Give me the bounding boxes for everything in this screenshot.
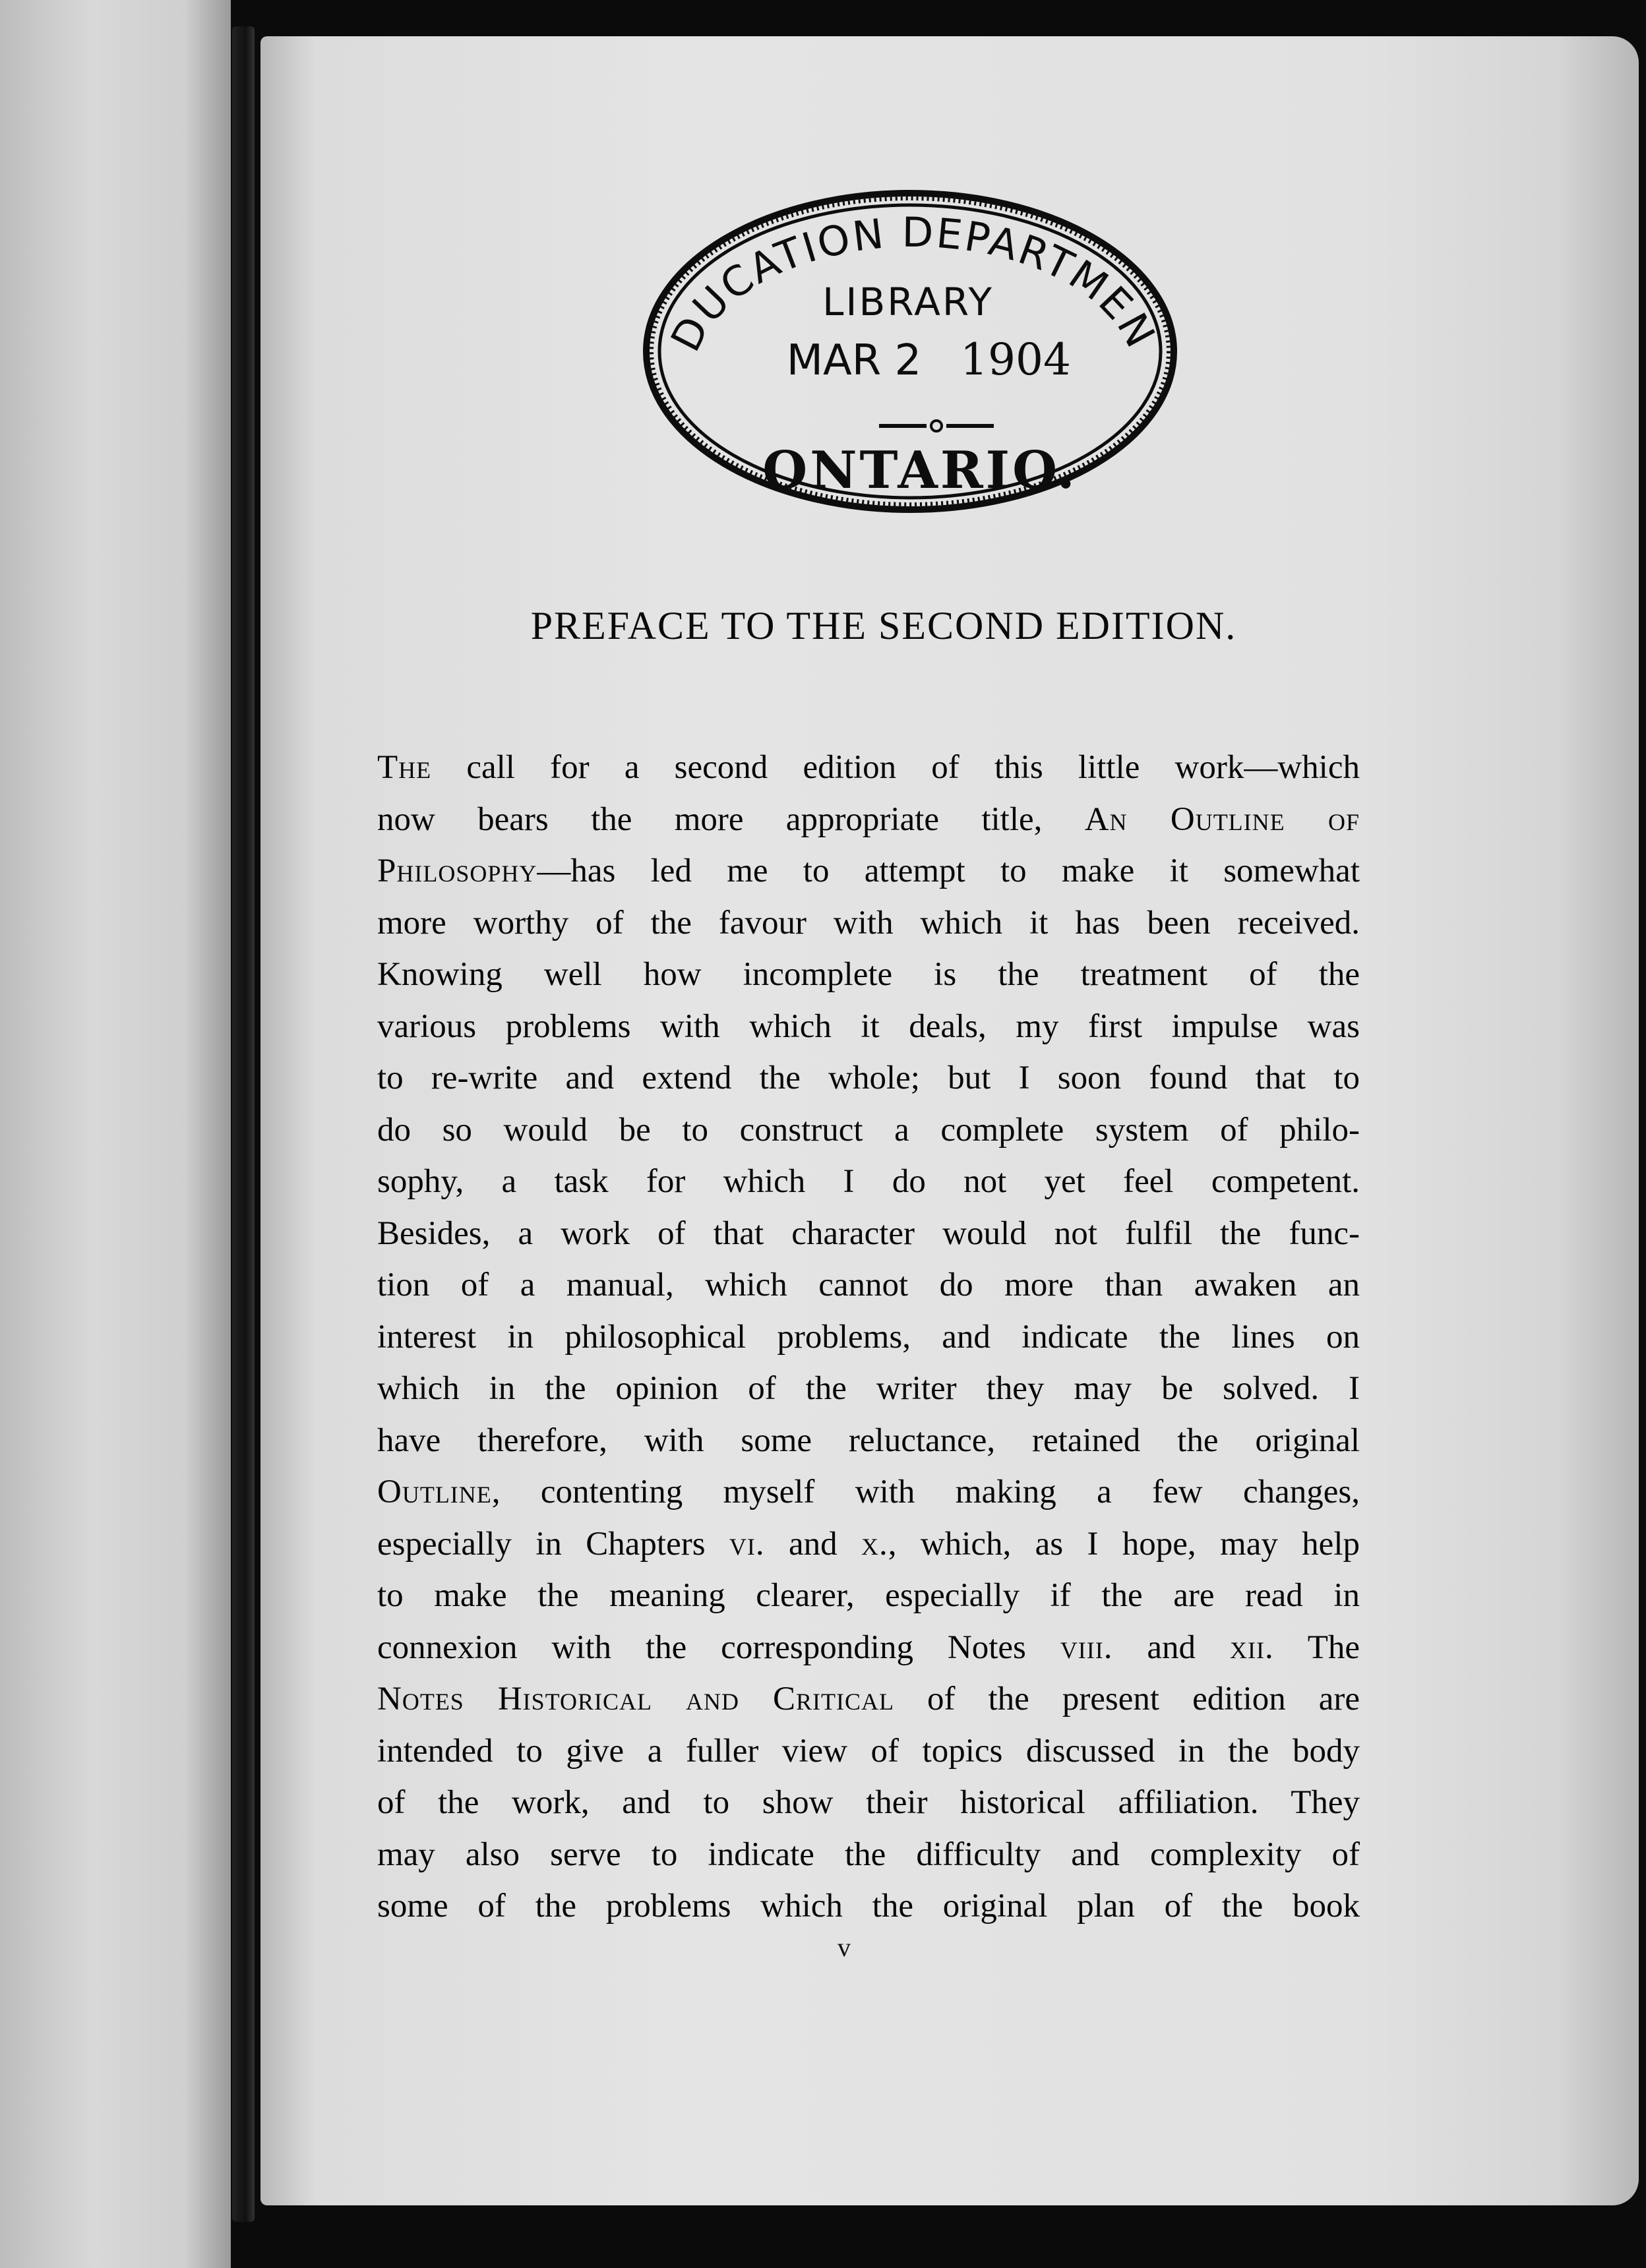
- stamp-year-text: 1904: [960, 334, 1071, 385]
- text-line: [377, 1156, 1360, 1208]
- text-line: [377, 897, 1360, 949]
- text-line: [377, 1259, 1360, 1311]
- text-run: now bears the more appropriate title,: [377, 800, 1085, 838]
- text-run: do so would be to construct a complete system of philo-: [377, 1111, 1360, 1149]
- text-line: [377, 1208, 1360, 1260]
- book-spine: [232, 26, 255, 2222]
- text-run: interest in philosophical problems, and indicate the lines on: [377, 1318, 1360, 1356]
- text-line: [377, 1622, 1360, 1674]
- text-run: to make the meaning clearer, especially if the are read in: [377, 1577, 1360, 1614]
- text-line: [377, 1001, 1360, 1053]
- text-run: call for a second edition of this little work—which: [431, 749, 1360, 786]
- text-run: various problems with which it deals, my first impulse was: [377, 1007, 1360, 1045]
- stamp-province-text: ONTARIO.: [762, 440, 1078, 500]
- text-line: [377, 1777, 1360, 1829]
- text-run: which in the opinion of the writer they may be solved. I: [377, 1370, 1360, 1407]
- text-line: [377, 1829, 1360, 1881]
- text-run: of the work, and to show their historical affiliation. They: [377, 1784, 1360, 1821]
- page-edge-shadow: [1560, 36, 1639, 2205]
- text-line: [377, 1466, 1360, 1518]
- text-run: Outline: [377, 1474, 492, 1510]
- text-line: [377, 794, 1360, 846]
- text-run: sophy, a task for which I do not yet feel competent.: [377, 1163, 1360, 1200]
- text-run: viii.: [1060, 1628, 1113, 1666]
- text-line: [377, 1363, 1360, 1415]
- text-run: —has led me to attempt to make it somewhat: [537, 852, 1360, 889]
- text-run: more worthy of the favour with which it has been received.: [377, 904, 1360, 941]
- text-line: [377, 1104, 1360, 1156]
- stamp-date-text: MAR 2: [786, 336, 922, 385]
- stamp-library-text: LIBRARY: [822, 280, 994, 324]
- text-run: vi.: [729, 1525, 765, 1563]
- text-run: some of the problems which the original plan of the book: [377, 1888, 1360, 1925]
- text-run: and: [1113, 1628, 1230, 1666]
- text-run: Philosophy: [377, 852, 537, 889]
- text-run: x.: [861, 1525, 888, 1563]
- text-line: [377, 1052, 1360, 1104]
- library-stamp: [636, 183, 1184, 513]
- page-number: v: [838, 1932, 851, 1962]
- text-run: An Outline of: [1084, 800, 1360, 838]
- text-run: tion of a manual, which cannot do more than awaken an: [377, 1267, 1360, 1303]
- text-line: [377, 1673, 1360, 1725]
- text-run: The: [1273, 1628, 1360, 1666]
- text-run: , contenting myself with making a few changes,: [491, 1474, 1360, 1510]
- text-line: [377, 1518, 1360, 1570]
- text-run: connexion with the corresponding Notes: [377, 1628, 1060, 1666]
- text-run: , which, as I hope, may help: [888, 1525, 1360, 1563]
- preface-paragraph: [377, 742, 1360, 1932]
- left-cover-board: [0, 0, 231, 2268]
- text-run: especially in Chapters: [377, 1525, 729, 1563]
- text-run: intended to give a fuller view of topics discussed in the body: [377, 1732, 1360, 1770]
- text-run: to re-write and extend the whole; but I soon found that to: [377, 1059, 1360, 1096]
- stamp-arc-text: DUCATION DEPARTMEN: [661, 208, 1166, 359]
- text-line: [377, 1725, 1360, 1777]
- text-line: [377, 742, 1360, 794]
- text-line: [377, 1311, 1360, 1363]
- text-line: [377, 1415, 1360, 1467]
- page-heading: PREFACE TO THE SECOND EDITION.: [530, 604, 1237, 647]
- text-run: of the present edition are: [894, 1681, 1360, 1717]
- text-run: may also serve to indicate the difficulty and complexity of: [377, 1835, 1360, 1873]
- text-line: [377, 1880, 1360, 1932]
- text-run: xii.: [1229, 1628, 1274, 1666]
- text-run: Knowing well how incomplete is the treatment of the: [377, 956, 1360, 993]
- text-run: and: [764, 1525, 862, 1563]
- text-line: [377, 1570, 1360, 1622]
- text-run: The: [377, 749, 432, 786]
- text-line: [377, 949, 1360, 1001]
- text-run: Besides, a work of that character would not fulfil the func-: [377, 1214, 1360, 1252]
- text-run: have therefore, with some reluctance, retained the original: [377, 1421, 1360, 1459]
- text-run: Notes Historical and Critical: [377, 1681, 895, 1717]
- text-line: [377, 845, 1360, 897]
